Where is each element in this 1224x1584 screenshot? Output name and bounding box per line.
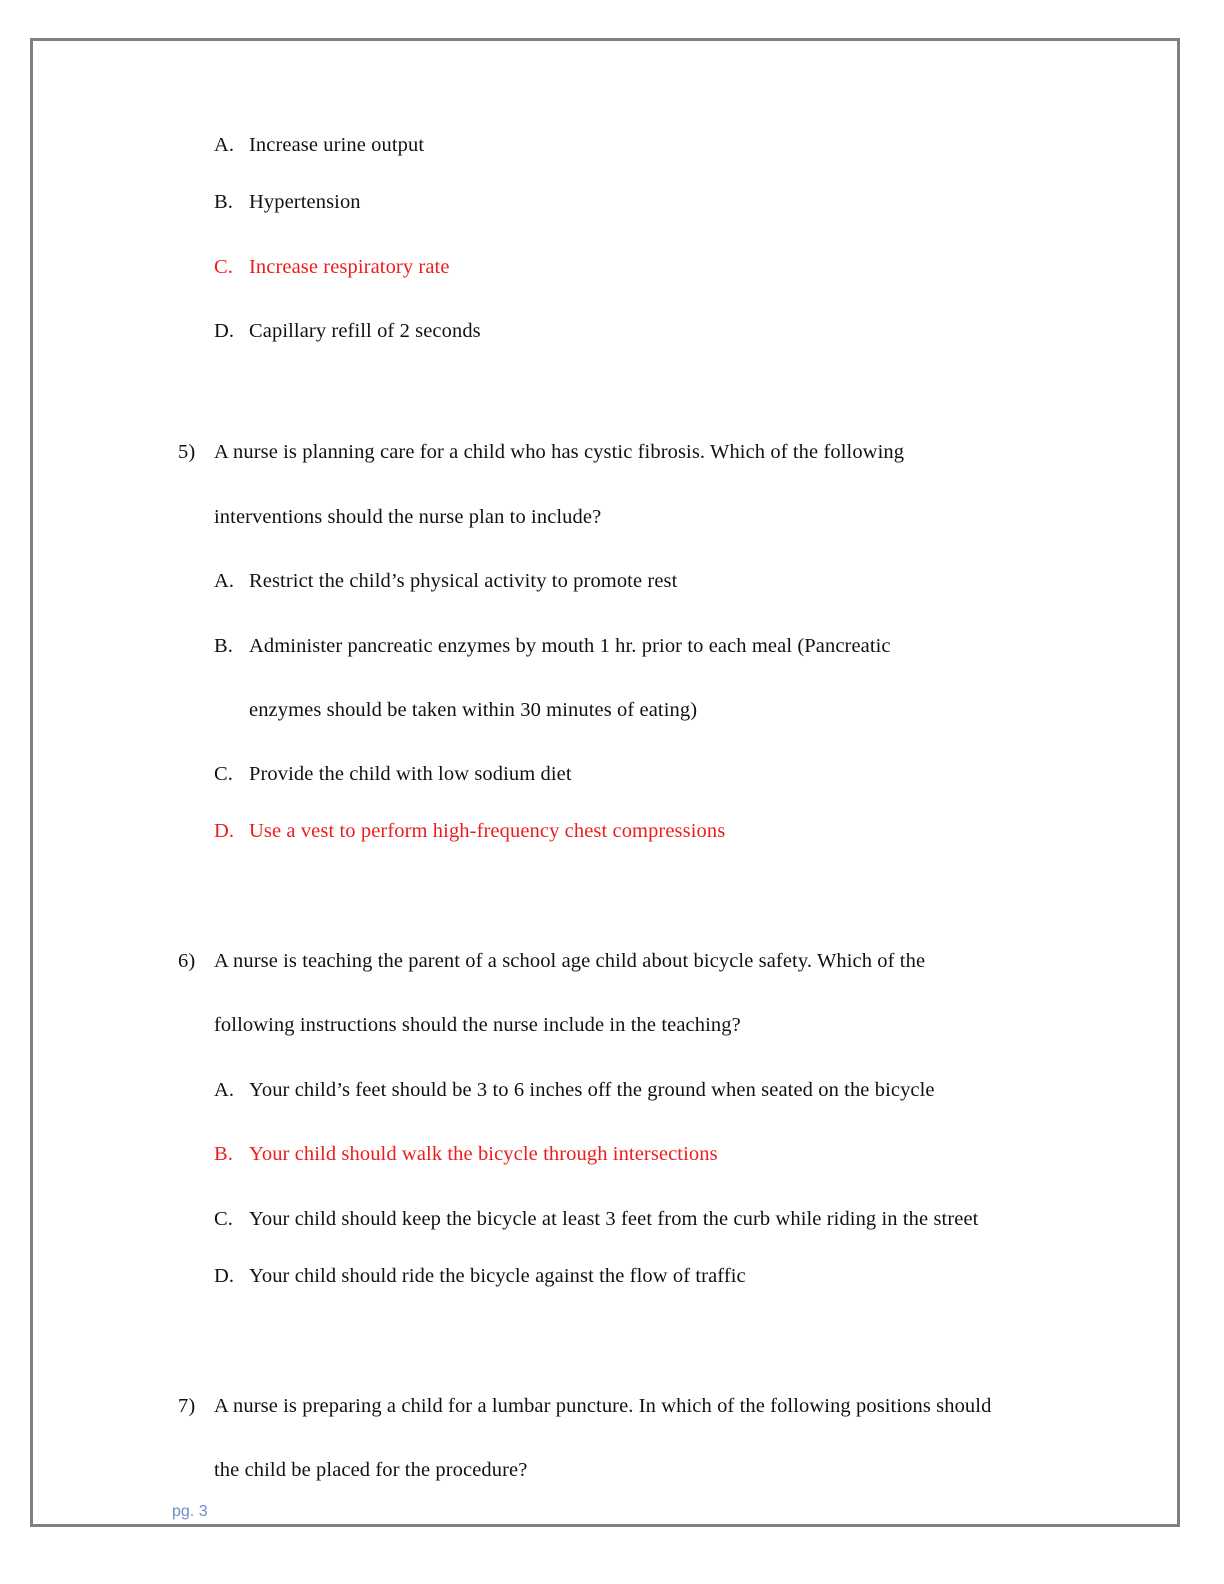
option-text: Use a vest to perform high-frequency chest compressions [249,820,726,842]
page-number: pg. 3 [172,1503,208,1520]
option-letter: A. [214,134,235,156]
option-letter: D. [214,1265,235,1287]
option-text: Capillary refill of 2 seconds [249,320,481,342]
option-text: Restrict the child’s physical activity to promote rest [249,570,678,592]
option-text: Your child’s feet should be 3 to 6 inches off the ground when seated on the bicycle [249,1079,935,1101]
page-border [30,38,1180,1527]
question-stem-line-2: following instructions should the nurse include in the teaching? [214,1014,741,1036]
question-number: 7) [178,1395,196,1417]
question-stem-line-1: A nurse is preparing a child for a lumbar puncture. In which of the following positions should [214,1395,992,1417]
question-stem-line-1: A nurse is teaching the parent of a school age child about bicycle safety. Which of the [214,950,926,972]
option-letter: A. [214,1079,235,1101]
question-stem-line-2: the child be placed for the procedure? [214,1459,528,1481]
option-text: Hypertension [249,191,361,213]
question-stem-line-2: interventions should the nurse plan to include? [214,506,602,528]
option-letter: C. [214,256,233,278]
option-letter: B. [214,1143,233,1165]
question-number: 5) [178,441,196,463]
option-letter: B. [214,191,233,213]
question-number: 6) [178,950,196,972]
option-text-line-2: enzymes should be taken within 30 minutes of eating) [249,699,698,721]
option-text: Provide the child with low sodium diet [249,763,572,785]
option-letter: B. [214,635,233,657]
question-stem-line-1: A nurse is planning care for a child who has cystic fibrosis. Which of the following [214,441,905,463]
option-text: Your child should keep the bicycle at least 3 feet from the curb while riding in the street [249,1208,979,1230]
option-letter: C. [214,763,233,785]
option-text: Increase respiratory rate [249,256,450,278]
option-letter: D. [214,320,235,342]
option-text: Your child should ride the bicycle against the flow of traffic [249,1265,746,1287]
option-letter: C. [214,1208,233,1230]
option-letter: D. [214,820,235,842]
option-letter: A. [214,570,235,592]
option-text: Administer pancreatic enzymes by mouth 1 hr. prior to each meal (Pancreatic [249,635,891,657]
option-text: Increase urine output [249,134,425,156]
option-text: Your child should walk the bicycle through intersections [249,1143,718,1165]
